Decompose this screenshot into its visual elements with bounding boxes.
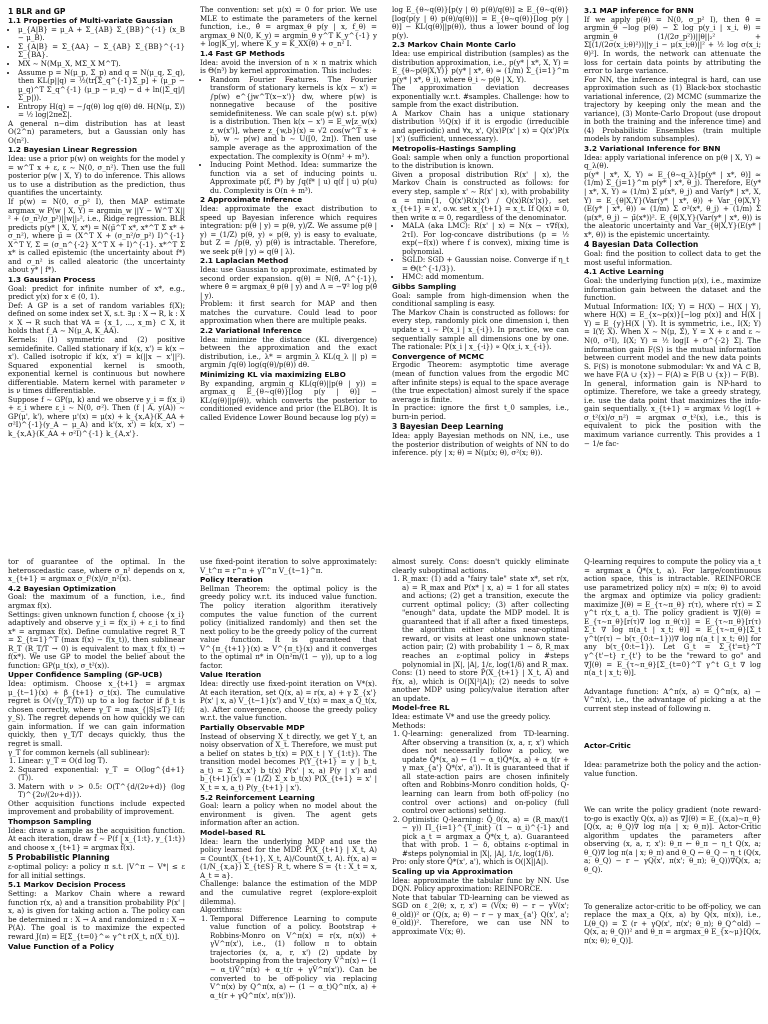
bottom-column-2 [192,558,384,1024]
paragraph: Idea: parametrize both the policy and the action-value function. [584,760,761,778]
subsection-heading: Value Iteration [200,670,262,680]
list-item: 2. Squared exponential: γ_T = O(log^{d+1}(T)). [18,766,185,783]
subsection-heading: Upper Confidence Sampling (GP-UCB) [8,670,163,680]
paragraph: Bellman Theorem: the optimal policy is the greedy policy w.r.t. its induced value function. The policy iteration algorithm iteratively computes the value function of the current policy (initialized randomly) and then set the next policy to be the greedy policy of the current value function. It is guaranteed that V^{π_{t+1}}(x) ≥ V^{π_t}(x) and it converges to the optimal π* in O(n²m/(1 − γ)), up to a log factor. [200,583,377,670]
paragraph: Def: A GP is a set of random variables f(X); defined on some index set X, s.t. ∃μ : X → R, k : X × X → R such that ∀A = {x_1, ..., x_m} ⊂ X, it holds that f_A ∼ N(μ_A, K_AA). [8,300,185,336]
paragraph: We can write the policy gradient (note reward-to-go is exactly Q(x, a)) as ∇J(θ) = E_{(x,a)∼π_θ}[Q(x, a; θ_Q)∇ log π(a | x; θ_π)]. Actor-Critic algorithm updates the parameters after observing (x, a, r, x'): θ_π ← θ_π − η_t Q(x, a; θ_Q)∇ log π(a | x; θ_π) and θ_Q ← θ_Q − η_t (Q(x, a; θ_Q) − r − γQ(x', π(x'; θ_π); θ_Q))∇Q(x, a; θ_Q). [584,805,761,875]
subsection-heading: 5.2 Reinforcement Learning [200,792,315,802]
paragraph: Goal: sample when only a function proportional to the distribution is known. [392,152,569,171]
subsection-heading: Model-free RL [392,703,450,713]
paragraph: tor of guarantee of the optimal. In the heteroscedastic case, where σ_n² depends on x, x_{t+1} = argmax σ_f²(x)/σ_n²(x). [8,558,185,584]
top-column-1 [0,6,192,552]
paragraph: Goal: the maximum of a function, i.e., find argmax f(x). [8,592,185,610]
paragraph: Pro: only store Q̂*(x', a'), which is O(|X||A|). [392,857,549,867]
subsection-heading: Convergence of MCMC [392,351,485,361]
paragraph: ε-optimal policy: a policy π s.t. |V^π − V*| ≤ ε for all initial settings. [8,862,185,880]
subsection-heading: Policy Iteration [200,575,263,585]
paragraph: Ergodic Theorem: asymptotic time average (mean of function values from the ergodic MC after infinite steps) is equal to the space average (the true expectation) almost surely if the space average is finite. [392,360,569,404]
subsection-heading: 4.1 Active Learning [584,267,664,277]
bullet-list [392,222,569,282]
paragraph: Challenge: balance the estimation of the MDP and the cumulative regret (explore-exploit dilemma). [200,879,377,906]
paragraph: Idea: apply Bayesian methods on NN, i.e., use the posterior distribution of weights of NN to do inference. p(y | x; θ) = N(μ(x; θ), σ²(x; θ)). [392,431,569,458]
subsection-heading: Gibbs Sampling [392,282,457,291]
paragraph: Algorithms: [200,905,243,915]
subsection-heading: 1.2 Bayesian Linear Regression [8,145,138,155]
subsection-heading: Scaling up via Approximation [392,866,513,876]
paragraph: use fixed-point iteration to solve approximately: V_t^π = r^π + γT^π V_{t−1}^π. [200,558,377,575]
subsection-heading: 1.3 Gaussian Process [8,274,96,284]
list-item: 1. Linear: γ_T = O(d log T). [18,757,185,766]
top-column-4 [576,6,768,552]
list-item: 1. R_max: (1) add a "fairy tale" state x*, set r(x, a) = R_max and P(x* | x, a) = 1 for all states and actions; (2) get a transition, execute the current optimal policy; (3) after collecting "enough" data, update the MDP model. It is guaranteed that if all after a fixed timesteps, the algorithm either obtains near-optimal reward, or visits at least one unknown state-action pair; (2) with probability 1 − δ, R_max reaches an ε-optimal policy in #steps polynomial in |X|, |A|, 1/ε, log(1/δ) and R_max. [402,575,569,669]
spacer [584,875,761,903]
bottom-half [0,558,768,1024]
paragraph: Idea: learn the underlying MDP and use the policy learned for the MDP. P̂(X_{t+1} | X_t, A) = Count(X_{t+1}, X_t, A)/Count(X_t, A). r̂(x, a) = (1/N_{x,a}) Σ_{t∈S} R_t, where S = {t : X_t = x, A_t = a}. [200,836,378,880]
paragraph: In general, information gain is NP-hard to optimize. Therefore, we take a greedy strategy, i.e. use the data point that maximizes the info-gain sequentially. x_{t+1} = argmax ½ log(1 + σ_t²(x)/σ_n²) = argmax σ_t²(x), i.e., this is equivalent to pick the position with the maximum variance currently. This provides a 1 − 1/e fac- [584,378,761,448]
subsection-heading: 4.2 Bayesian Optimization [8,583,116,593]
top-half [0,6,768,552]
subsection-heading: 2 Approximate Inference [200,195,303,205]
list-item: • Random Fourier Features. The Fourier transform of stationary kernels is k(x − x') = ∫p(w) e^{jw^T(x−x')} dw, where p(w) is nonnegative because of the positive semidefiniteness. We can scale p(w) s.t. p(w) is a distribution. Then k(x − x') = E_w[z_w(x) z_w(x')], where z_{w,b}(x) = √2 cos(w^T x + b), w ∼ p(w) and b ∼ U([0, 2π]). Then use sample average as the approximation of the expectation. The complexity is O(nm² + m³). [210,76,377,161]
paragraph: almost surely. Cons: doesn't quickly eliminate clearly suboptimal actions. [392,558,569,575]
paragraph: A general n−dim distribution has at least O(2^n) parameters, but a Gaussian only has O(n²). [8,118,185,145]
spacer [584,778,761,806]
numbered-list [200,915,377,1000]
bottom-column-4 [576,558,768,1024]
paragraph: Given a proposal distribution R(x' | x), the Markov Chain is constructed as follows: for every step, sample x' ∼ R(x' | x), with probability α = min{1, Q(x')R(x|x') / Q(x)R(x'|x)}, set x_{t+1} = x', o.w. set x_{t+1} = x_t. If Q(x) = 0, then write α = 0, regardless of the denominator. [392,169,569,222]
list-item: • MX ∼ N(Mμ_X, MΣ_X M^T). [18,60,185,69]
top-column-3 [384,6,576,552]
list-item: • μ_{A|B} = μ_A + Σ_{AB} Σ_{BB}^{-1} (x_B − μ_B). [18,26,185,43]
list-item: • MALA (aka LMC): R(x' | x) = N(x − τ∇f(x), 2τI). For log-concave distributions (p = ½ exp(−f(x)) where f is convex), mixing time is polynomial. [402,222,569,256]
list-item: • Inducing Point Method. Idea: summarize the function via a set of inducing points u. Approximate p(f, f*) by ∫q(f* | u) q(f | u) p(u) du. Complexity is O(n + m³). [210,161,377,195]
subsection-heading: 3.1 MAP inference for BNN [584,6,694,15]
paragraph: Idea: use empirical distribution (samples) as the distribution approximation, i.e., p(y* | x*, X, Y) = E_{θ∼p(θ|X,Y)} p(y* | x*, θ) ≈ (1/m) Σ_{i=1}^m p(y* | x*, θ_i), where θ_i ∼ p(θ | X, Y). [392,48,569,84]
bottom-column-3 [384,558,576,1024]
subsection-heading: Model-based RL [200,827,266,837]
subsection-heading: Value Function of a Policy [8,941,115,951]
numbered-list [8,757,185,800]
list-item: • HMC: add momentum. [402,273,569,282]
subsection-heading: 2.1 Laplacian Method [200,256,289,266]
subsection-heading: Thompson Sampling [8,816,92,826]
list-item: • Assume p = N(μ_p, Σ_p) and q = N(μ_q, Σ_q), then KL(p||q) = ½(tr[Σ_q^{-1}Σ_p] + (μ_p − μ_q)^T Σ_q^{-1} (μ_p − μ_q) − d + ln(|Σ_q|/|Σ_p|)). [18,69,185,103]
list-item: 2. Optimistic Q-learning: Q̂_0(x, a) = (R_max/(1 − γ)) Π_{i=1}^{T_init} (1 − α_i)^{-1} and pick a_t = argmax_a Q̂*(x_t, a). Guaranteed that with prob. 1 − δ, obtains ε-optimal in #steps polynomial in |X|, |A|, 1/ε, log(1/δ). [402,816,569,859]
section-heading: 4 Bayesian Data Collection [584,240,699,250]
paragraph: Suppose f ∼ GP(μ, k) and we observe y_i = f(x_i) + ε_i where ε_i ∼ N(0, σ²). Then (f | A, y(A)) ∼ GP(μ', k'), where μ'(x) = μ(x) + k_{x,A}(K_AA + σ²I)^{-1}(y_A − μ_A) and k'(x, x') = k(x, x') − k_{x,A}(K_AA + σ²I)^{-1} k_{A,x'}. [8,394,185,438]
top-column-2 [192,6,384,552]
subsection-heading: 1.4 Fast GP Methods [200,48,285,58]
subsection-heading: 5.1 Markov Decision Process [8,880,126,890]
paragraph: For NN, the inference integral is hard, can use approximation such as (1) Black-box stochastic variational inference, (2) MCMC (summarize the trajectory by keeping only the mean and the variance), (3) Monte-Carlo Dropout (use dropout in both the training and the inference time) and (4) Probabilistic Ensembles (train multiple models by random subsamples). [584,74,761,144]
paragraph: Goal: predict for infinite number of x*, e.g., predict y(x) for x ∈ (0, 1). [8,283,185,302]
paragraph: In practice: ignore the first t_0 samples, i.e., burn-in period. [392,403,569,421]
paragraph: Q-learning requires to compute the policy via a_t = argmax_a Q̂*(x_t, a). For large/continuous action space, this is intractable. REINFORCE use parametrized policy π(x) = π(x; θ) to avoid the argmax and optimize via policy gradient: maximize J(θ) = E_{τ∼π_θ} r(τ), where r(τ) = Σ γ^t r(x_t, a_t). The policy gradient is ∇J(θ) = E_{τ∼π_θ}[r(τ)∇ log π_θ(τ)] = E_{τ∼π_θ}[r(τ) Σ_t ∇ log π(a_t | x_t; θ)] = E_{τ∼π_θ}[Σ_t γ^t(r(τ) − b(τ_{0:t−1}))∇ log π(a_t | x_t; θ)] for any b(τ_{0:t−1}). Let G_t = Σ_{t'=t}^T γ^{t'−t} r_{t'} to be the "reward to go" and ∇J(θ) = E_{τ∼π_θ}[Σ_{t=0}^T γ^t G_t ∇ log π(a_t | x_t; θ)]. [584,558,761,678]
paragraph: If p(w) = N(0, σ_p² I), then MAP estimate argmax_w P(w | X, Y) = argmin_w ||Y − W^T X||² + (σ_n²/σ_p²)||w||₂², i.e., Ridge regression. BLR predicts p(y* | X, Y, x*) = N(μ̄^T x*, x*^T Σ̄ x* + σ_n²), where μ̄ = (X^T X + (σ_n²/σ_p²) I)^{-1} X^T Y, Σ̄ = (σ_n^{-2} X^T X + I)^{-1}. x*^T Σ̄ x* is called epistemic (the uncertainty about f*) and σ_n² is called aleatoric (the uncertainty about y* | f*). [8,196,185,275]
paragraph: Idea: estimate V* and use the greedy policy. [392,712,551,722]
paragraph: Other acquisition functions include expected improvement and probability of improvement. [8,798,185,817]
paragraph: The convention: set μ(x) = 0 for prior. We use MLE to estimate the parameters of the kernel function, i.e., θ̂ = argmax_θ p(y | x, f_θ) = argmax_θ N(0, K_y) = argmin_θ y^T K_y^{-1} y + log|K_y|, where K_y = K_XX(θ) + σ_n² I. [200,6,377,49]
paragraph: Idea: avoid the inversion of n × n matrix which is Θ(n³) by kernel approximation. This includes: [200,57,377,76]
list-item: 3. Matern with ν > 0.5: O(T^{d/(2ν+d)} (log T)^{2ν/(2ν+d)}). [18,783,185,800]
section-heading: 5 Probabilistic Planning [8,853,110,863]
paragraph: p(y* | x*, X, Y) ≈ E_{θ∼q_λ}[p(y* | x*, θ)] ≈ (1/m) Σ_{j=1}^m p(y* | x*, θ_j). Therefore, E(y* | x*, X, Y) ≈ (1/m) Σ μ(x*, θ_j) and Var(y* | x*, X, Y) = E_{θ|X,Y}(Var(y* | x*, θ)) + Var_{θ|X,Y}(E(y* | x*, θ)) ≈ (1/m) Σ σ²(x*, θ_j) + (1/m) Σ (μ(x*, θ_j) − μ̄(x*))². E_{θ|X,Y}(Var(y* | x*, θ)) is the aleatoric uncertainty and Var_{θ|X,Y}(E(y* | x*, θ)) is the epistemic uncertainty. [584,169,761,239]
subsection-heading: 1.1 Properties of Multi-variate Gaussian [8,16,173,25]
paragraph: Idea: apply variational inference on p(θ | X, Y) ≈ q_λ(θ). [584,152,761,171]
subsection-heading: Metropolis-Hastings Sampling [392,144,517,153]
bullet-list [200,76,377,196]
spacer [584,713,761,741]
paragraph: If we apply p(θ) = N(0, σ_p² I), then θ̂ = argmin_θ −log p(θ) − Σ log p(y_i | x_i, θ) = argmin_θ (1/(2σ_p²))||θ||₂² + Σ[(1/(2σ(x_i;θ)²))||y_i − μ(x_i;θ)||² + ½ log σ(x_i; θ)²]. In words, the network can attenuate the loss for certain data points by attributing the error to large variance. [584,14,761,76]
list-item: 1. Q-learning: generalized from TD-learning. After observing a transition (x, a, r, x') which does not necessarily follow a policy, we update Q̂*(x, a) ← (1 − α_t)Q̂*(x, a) + α_t(r + γ max_{a'} Q̂*(x', a')). It is guaranteed that if all state-action pairs are chosen infinitely often and Robbins-Monro condition holds, Q-learning can learn from both off-policy (no control over actions) and on-policy (full control over actions) setting. [402,730,569,815]
paragraph: Goal: find the position to collect data to get the most useful information. [584,249,761,267]
subsection-heading: Minimizing KL via maximizing ELBO [200,369,346,379]
paragraph: To generalize actor-critic to be off-policy, we can replace the max_a Q(x, a) by Q(x, π(x)), i.e., L(θ_Q) = Σ (r + γQ(x', π(x'; θ_π); θ_Q^old) − Q(x, a; θ_Q))² and θ_π = argmax_θ E_{x∼μ}[Q(x, π(x; θ); θ_Q)]. [584,901,761,945]
paragraph: Idea: directly use fixed-point iteration on V*(x). At each iteration, set Q(x, a) = r(x, a) + γ Σ_{x'} P(x' | x, a) V_{t−1}(x') and V_t(x) = max_a Q_t(x, a). After convergence, choose the greedy policy w.r.t. the value function. [200,679,377,723]
numbered-list [392,730,569,858]
section-heading: 3 Bayesian Deep Learning [392,422,504,432]
paragraph: Setting: a Markov Chain where a reward function r(x, a) and a transition probability P(x' | x, a) is given for taking action a. The policy can be determined π : X → A and randomized π : X → P(A). The goal is to maximize the expected reward J(π) = E[Σ_{t=0}^∞ γ^t r(X_t, π(X_t))]. [8,889,185,941]
paragraph: The Markov Chain is constructed as follows: for every step, randomly pick one dimension i, then update x_i ∼ P(x_i | x_{-i}). In practice, we can sequentially sample all dimensions one by one. The rationale: P(x_i | x_{-i}) ∝ Q(x_i, x_{-i}). [392,307,569,352]
paragraph: γ_T for common kernels (all sublinear): [8,747,150,757]
list-item: • Σ_{A|B} = Σ_{AA} − Σ_{AB} Σ_{BB}^{-1} Σ_{BA}. [18,43,185,60]
subsection-heading: 2.2 Variational Inference [200,325,302,335]
subsection-heading: 3.2 Variational Inference for BNN [584,144,721,153]
paragraph: Instead of observing X_t directly, we get Y_t, an noisy observation of X_t. Therefore, we must put a belief on states b_t(x) = P(X_t | Y_{1:t}). The transition model becomes P(Y_{t+1} = y | b_t, a_t) = Σ_{x,x'} b_t(x) P(x' | x, a) P(y | x') and b_{t+1}(x') = (1/Z) Σ_x b_t(x) P(X_{t+1} = x' | X_t = x, a_t) P(y_{t+1} | x'). [200,731,377,792]
paragraph: Idea: use a prior p(w) on weights for the model y = w^T x + ε, ε ∼ N(0, σ_n²). Then use the full posterior p(w | X, Y) to do inference. This allows us to use a distribution as the prediction, thus quantifies the uncertainty. [8,154,185,198]
paragraph: Idea: approximate the exact distribution to speed up Bayesian inference which requires integration: p(θ | y) = p(θ, y)/Z. We assume p(θ | y) = (1/Z) p(θ, y) ∝ p(θ, y) is easy to evaluate, but Z = ∫p(θ, y) p(θ) is intractable. Therefore, we seek p(θ | y) ≈ q(θ | λ). [200,204,377,256]
paragraph: Idea: draw a sample as the acquisition function. At each iteration, draw f̃ ∼ P(f | x_{1:t}, y_{1:t}) and choose x_{t+1} = argmax f̃(x). [8,825,185,852]
paragraph: The approximation deviation decreases exponentially w.r.t. #samples. Challenge: how to sample from the exact distribution. [392,83,569,110]
paragraph: Cons: (1) need to store P̂(X_{t+1} | X_t, A) and r̂(x, a), which is O(|X|²|A|); (2) needs to solve another MDP using policy/value iteration after an update. [392,668,569,703]
paragraph: Problem: it first search for MAP and then matches the curvature. Could lead to poor approximation when there are multiple peaks. [200,299,377,326]
paragraph: Idea: optimism. Choose x_{t+1} = argmax μ_{t−1}(x) + β_{t+1} σ_t(x). The cumulative regret is O(√(γ_T/T)) up to a log factor if β_t is chosen correctly, where γ_T = max_{|S|≤T} I(f; y_S). The regret depends on how quickly we can gain information. If we can gain information quickly, then γ_T/T decays quickly, thus the regret is small. [8,679,185,748]
bullet-list [8,26,185,120]
list-item: • SGLD: SGD + Gaussian noise. Converge if η_t = Θ(t^{-1/3}). [402,256,569,273]
paragraph: A Markov Chain has a unique stationary distribution ½Q(x) if it is ergodic (irreducible and aperiodic) and ∀x, x', Q(x)P(x' | x) = Q(x')P(x | x') (sufficient, unnecessary). [392,108,569,144]
paragraph: log E_{θ∼q(θ)}[p(y | θ) p(θ)/q(θ)] ≥ E_{θ∼q(θ)}[log(p(y | θ) p(θ)/q(θ))] = E_{θ∼q(θ)}[log p(y | θ)] − KL(q(θ)||p(θ)), thus a lower bound of log p(y). [392,6,569,40]
paragraph: Goal: learn a policy when no model about the environment is given. The agent gets information after an action. [200,801,377,828]
paragraph: Goal: the underlying function μ(x), i.e., maximize information gain between the dataset and the function. [584,276,761,303]
paragraph: Idea: approximate the tabular func by NN. Use DQN. Policy approximation: REINFORCE. [392,875,569,894]
subsection-heading: Actor-Critic [584,741,631,751]
subsection-heading: Partially Observable MDP [200,722,305,732]
paragraph: Idea: use Gaussian to approximate, estimated by second order expansion. q(θ) = N(θ̂, Λ^{-1}), where θ̂ = argmax_θ p(θ | y) and Λ = −∇² log p(θ̂ | y). [200,265,377,300]
paragraph: Kernels: (1) symmetric and (2) positive semidefinite. Called stationary if k(x, x') = k(x − x'). Called isotropic if k(x, x') = k(||x − x'||²). Squared exponential kernel is smooth, exponential kernel is continuous but nowhere differentiable. Matern kernel with parameter ν is ν times differentiable. [8,334,185,396]
subsection-heading: 2.3 Markov Chain Monte Carlo [392,40,516,50]
list-item: • Entropy H(q) = −∫q(θ) log q(θ) dθ. H(N(μ, Σ)) = ½ log|2πeΣ|. [18,103,185,120]
list-item: 1. Temporal Difference Learning to compute value function of a policy. Bootstrap + Robbins-Monro on V^π(x) = r(x, π(x)) + γV^π(x'), i.e., (1) follow π to obtain trajectories (x, a, r, x') (2) update by bootstrapping from the trajectory V̂^π(x) ← (1 − α_t)V̂^π(x) + α_t(r + γV̂^π(x')). Can be converted to be off-policy via replacing V^π(x) by Q^π(x, a) ← (1 − α_t)Q^π(x, a) + α_t(r + γQ^π(x', π(x'))). [210,915,377,1000]
paragraph: Goal: sample from high-dimension when the conditional sampling is easy. [392,290,569,309]
bottom-column-1 [0,558,192,1024]
section-heading: 1 BLR and GP [8,7,66,16]
paragraph: Advantage function: A^π(x, a) = Q^π(x, a) − V^π(x), i.e., the advantage of picking a at the current step instead of following π. [584,686,761,713]
paragraph: Settings: given unknown function f, choose {x_i} adaptively and observe y_i = f(x_i) + ε_i to find x* = argmax f(x). Define cumulative regret R_T = Σ_{t=1}^T (max f(x) − f(x_t)), then sublinear R_T (R_T/T → 0) is equivalent to max_t f(x_t) → f(x*). We use GP to model the belief about the function: GP(μ_t(x), σ_t²(x)). [8,609,185,670]
numbered-list [392,575,569,669]
paragraph: Note that tabular TD-learning can be viewed as SGD on ℓ_2(θ; x, r, x') = (V(x; θ) − r − γV(x'; θ_old))² or (Q(x, a; θ) − r − γ max_{a'} Q(x', a'; θ_old))². Therefore, we can use NN to approximate V(x; θ). [392,892,569,937]
paragraph: Idea: minimize the distance (KL divergence) between the approximation and the exact distribution, i.e., λ* = argmin_λ KL(q_λ || p) = argmin ∫q(θ) log(q(θ)/p(θ)) dθ. [200,334,377,370]
paragraph: Mutual Information: I(X; Y) = H(X) − H(X | Y), where H(X) = E_{x∼p(x)}[−log p(x)] and H(X | Y) = E_{y}H(X | Y). It is symmetric, i.e., I(X; Y) = I(Y; X). When X ∼ N(μ, Σ), Y = X + ε and ε ∼ N(0, σ²I), I(X; Y) = ½ log|I + σ^{-2} Σ|. The information gain F(S) is the mutual information between current model and the new data points S. F(S) is monotone submodular: ∀x and ∀A ⊂ B, we have F(A ∪ {x}) − F(A) ≥ F(B ∪ {x}) − F(B). [584,301,761,380]
paragraph: By expanding, argmin_q KL(q(θ)||p(θ | y)) = argmax_q E_{θ∼q(θ)}[log p(y | θ)] − KL(q(θ)||p(θ)), which converts the posterior to conditioned evidence and prior (the ELBO). It is called Evidence Lower Bound because log p(y) = [200,378,377,422]
paragraph: Methods: [392,720,426,730]
